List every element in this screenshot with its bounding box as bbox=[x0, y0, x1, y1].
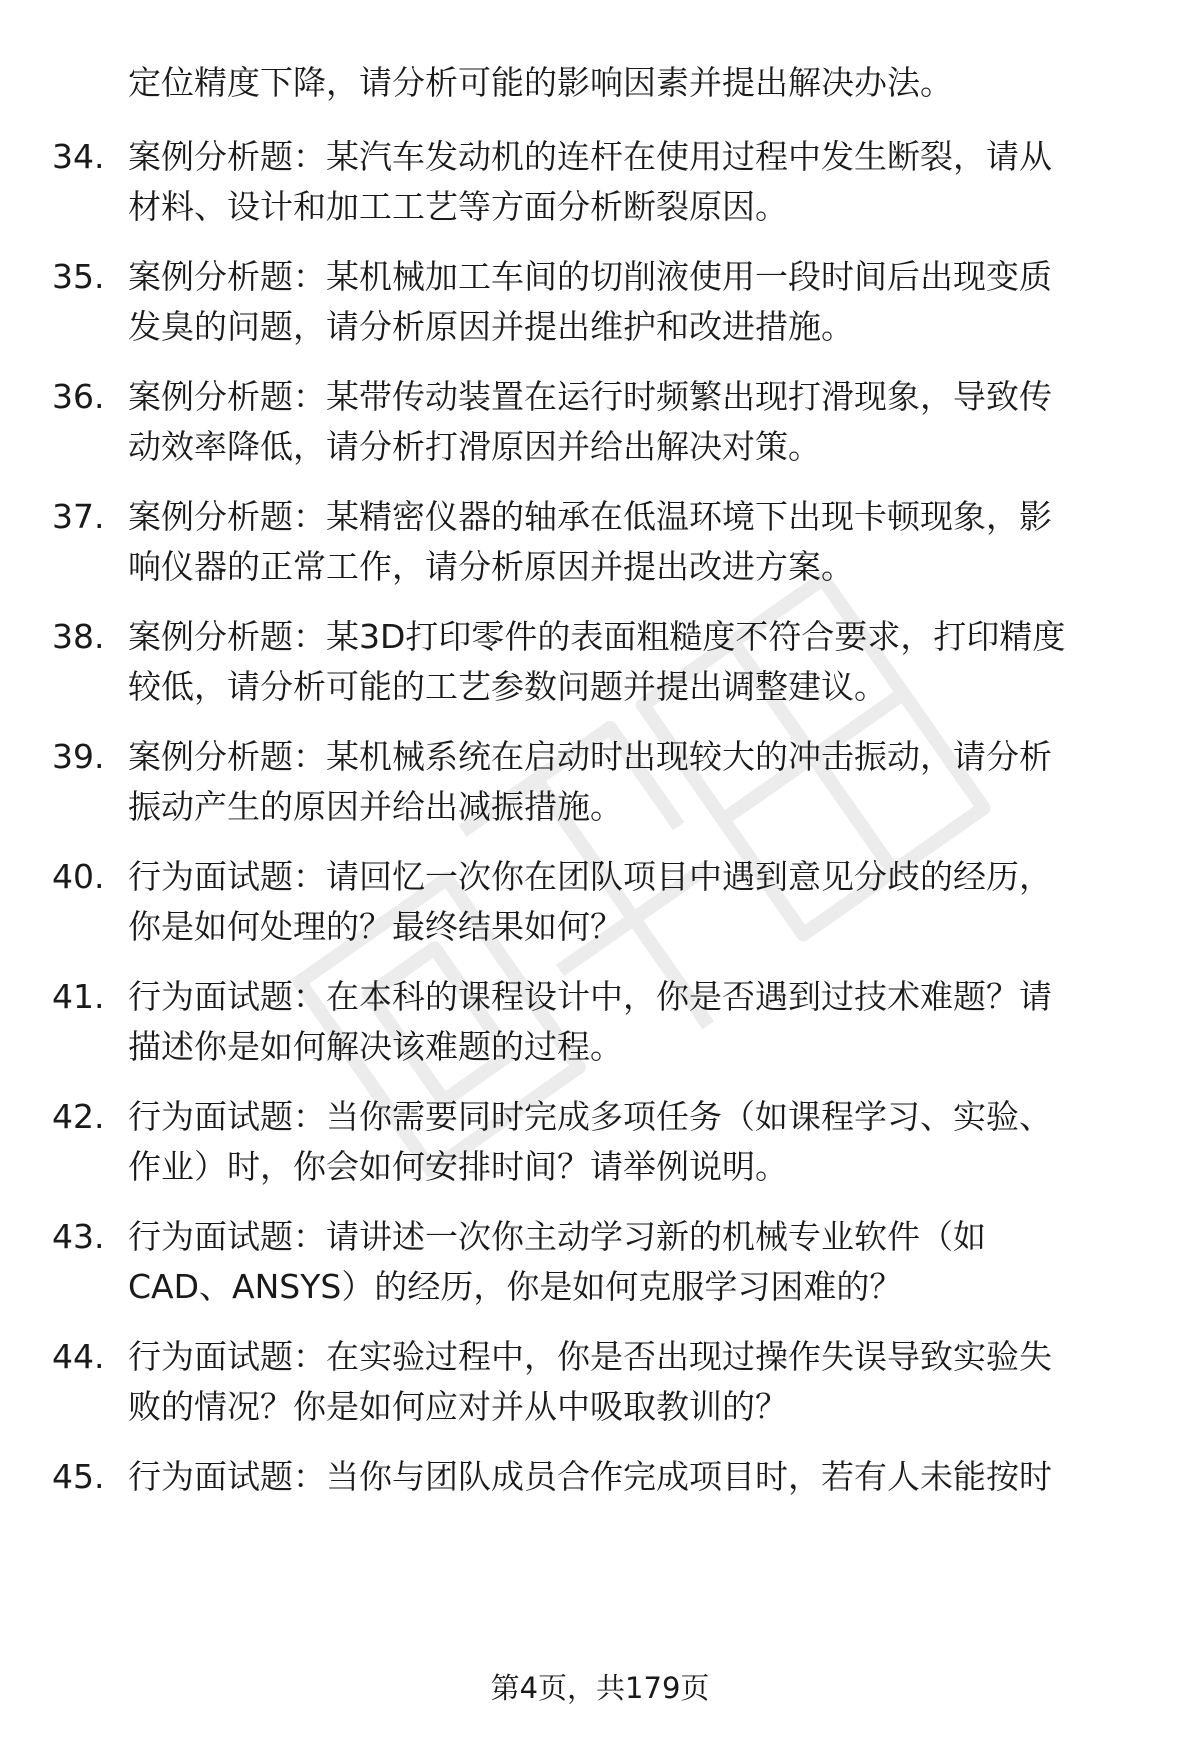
question-text-line: 案例分析题：某机械加工车间的切削液使用一段时间后出现变质 bbox=[128, 257, 1052, 296]
question-number: 45. bbox=[52, 1457, 105, 1496]
question-text-line: 行为面试题：在本科的课程设计中，你是否遇到过技术难题？请 bbox=[128, 977, 1052, 1016]
question-item bbox=[52, 972, 1162, 1072]
page-footer: 第4页，共179页 bbox=[490, 1671, 710, 1705]
question-text-line: 案例分析题：某带传动装置在运行时频繁出现打滑现象，导致传 bbox=[128, 377, 1052, 416]
question-number: 36. bbox=[52, 377, 105, 416]
question-text-line: 动效率降低，请分析打滑原因并给出解决对策。 bbox=[128, 427, 821, 466]
question-text-line: 响仪器的正常工作，请分析原因并提出改进方案。 bbox=[128, 547, 854, 586]
question-item bbox=[52, 1092, 1162, 1192]
question-number: 34. bbox=[52, 137, 105, 176]
question-text-line: 案例分析题：某精密仪器的轴承在低温环境下出现卡顿现象，影 bbox=[128, 497, 1052, 536]
question-text-line: 描述你是如何解决该难题的过程。 bbox=[128, 1027, 623, 1066]
question-text-line: 案例分析题：某汽车发动机的连杆在使用过程中发生断裂，请从 bbox=[128, 137, 1052, 176]
question-text-line: 行为面试题：请讲述一次你主动学习新的机械专业软件（如 bbox=[128, 1217, 986, 1256]
question-text-line: 作业）时，你会如何安排时间？请举例说明。 bbox=[128, 1147, 788, 1186]
question-text-line: 败的情况？你是如何应对并从中吸取教训的？ bbox=[128, 1387, 788, 1426]
question-text-line: 案例分析题：某3D打印零件的表面粗糙度不符合要求，打印精度 bbox=[128, 617, 1066, 656]
question-text-line: 行为面试题：在实验过程中，你是否出现过操作失误导致实验失 bbox=[128, 1337, 1052, 1376]
question-text-line: CAD、ANSYS）的经历，你是如何克服学习困难的？ bbox=[128, 1267, 903, 1306]
question-text-line: 材料、设计和加工工艺等方面分析断裂原因。 bbox=[128, 187, 788, 226]
question-number: 37. bbox=[52, 497, 105, 536]
question-text-line: 较低，请分析可能的工艺参数问题并提出调整建议。 bbox=[128, 667, 887, 706]
question-text-line: 振动产生的原因并给出减振措施。 bbox=[128, 787, 623, 826]
question-text-line: 行为面试题：请回忆一次你在团队项目中遇到意见分歧的经历， bbox=[128, 857, 1052, 896]
question-item bbox=[52, 612, 1162, 712]
question-number: 42. bbox=[52, 1097, 105, 1136]
question-item bbox=[52, 1332, 1162, 1432]
question-item bbox=[52, 492, 1162, 592]
question-text-line: 发臭的问题，请分析原因并提出维护和改进措施。 bbox=[128, 307, 854, 346]
question-item bbox=[52, 372, 1162, 472]
question-item bbox=[52, 1452, 1162, 1502]
question-number: 40. bbox=[52, 857, 105, 896]
question-text-line: 行为面试题：当你需要同时完成多项任务（如课程学习、实验、 bbox=[128, 1097, 1052, 1136]
question-number: 41. bbox=[52, 977, 105, 1016]
question-number: 38. bbox=[52, 617, 105, 656]
continuation-line: 定位精度下降，请分析可能的影响因素并提出解决办法。 bbox=[128, 63, 953, 102]
question-item bbox=[52, 1212, 1162, 1312]
question-item bbox=[52, 132, 1162, 232]
question-item bbox=[52, 252, 1162, 352]
question-text-line: 案例分析题：某机械系统在启动时出现较大的冲击振动，请分析 bbox=[128, 737, 1052, 776]
question-item bbox=[52, 852, 1162, 952]
question-item bbox=[52, 732, 1162, 832]
question-number: 43. bbox=[52, 1217, 105, 1256]
question-text-line: 你是如何处理的？最终结果如何？ bbox=[128, 907, 623, 946]
question-number: 44. bbox=[52, 1337, 105, 1376]
question-number: 39. bbox=[52, 737, 105, 776]
question-number: 35. bbox=[52, 257, 105, 296]
question-text-line: 行为面试题：当你与团队成员合作完成项目时，若有人未能按时 bbox=[128, 1457, 1052, 1496]
